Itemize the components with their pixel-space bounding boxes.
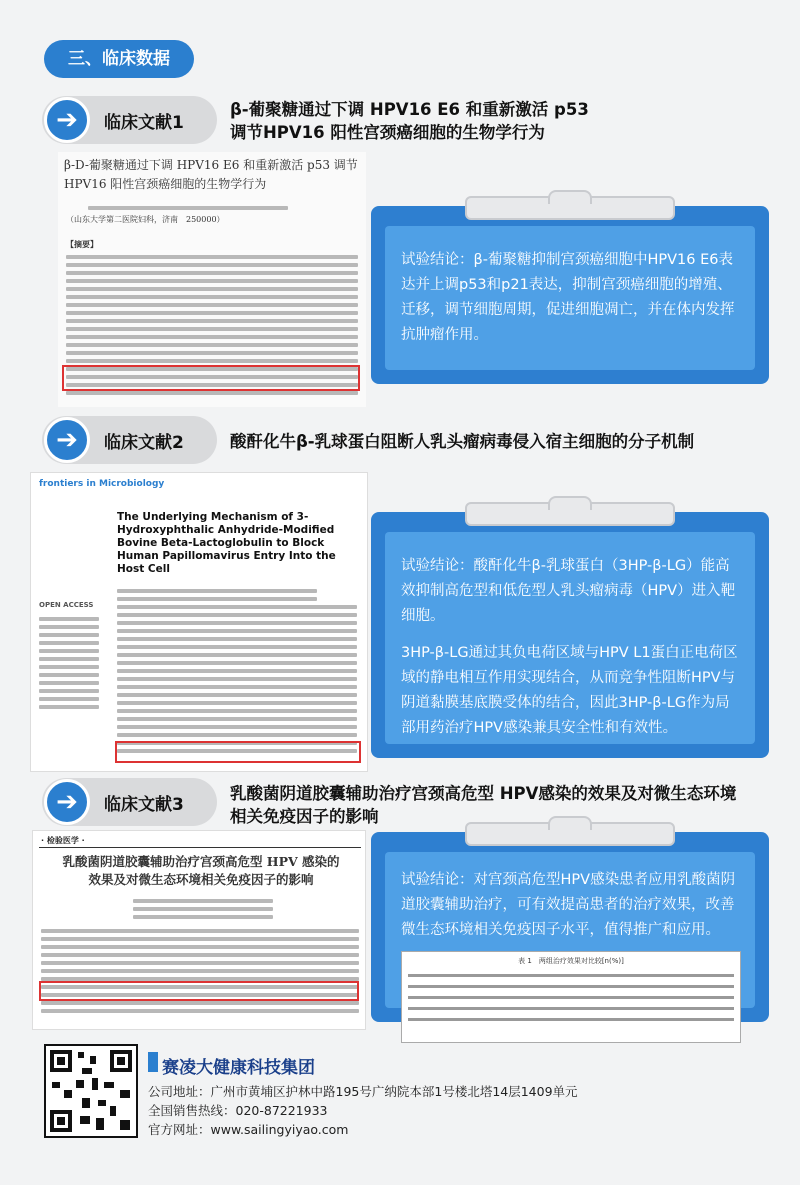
literature-label: 临床文献2 xyxy=(104,432,184,453)
paper-section-label: · 检验医学 · xyxy=(41,836,85,845)
paper-abstract xyxy=(117,601,357,757)
paper-title: β-D-葡聚糖通过下调 HPV16 E6 和重新激活 p53 调节 xyxy=(64,158,358,172)
arrow-right-icon: ➔ xyxy=(44,779,90,825)
company-address: 公司地址：广州市黄埔区护林中路195号广纳院本部1号楼北塔14层1409单元 xyxy=(148,1084,578,1099)
title-line: 效果及对微生态环境相关免疫因子的影响 xyxy=(88,872,314,887)
paper-preview-1 xyxy=(58,152,366,407)
title-line: β-葡聚糖通过下调 HPV16 E6 和重新激活 p53 xyxy=(230,100,589,119)
section-title: 三、临床数据 xyxy=(44,40,194,78)
conclusion-text: 试验结论：酸酐化牛β-乳球蛋白（3HP-β-LG）能高效抑制高危型和低危型人乳头瘤病毒（HPV）进入靶细胞。 xyxy=(401,558,736,624)
title-line: 乳酸菌阴道胶囊辅助治疗宫颈高危型 HPV感染的效果及对微生态环境 xyxy=(230,784,737,803)
conclusion-sheet xyxy=(385,852,755,1008)
website-link[interactable]: 官方网址：www.sailingyiyao.com xyxy=(148,1122,349,1137)
paper-abstract xyxy=(41,925,359,1017)
literature-label: 临床文献1 xyxy=(104,112,184,133)
arrow-right-icon: ➔ xyxy=(44,417,90,463)
clipboard-clip-icon xyxy=(465,196,675,220)
conclusion-text: 试验结论：β-葡聚糖抑制宫颈癌细胞中HPV16 E6表达并上调p53和p21表达，抑制宫颈癌细胞的增殖、迁移，调节细胞周期，促进细胞凋亡，并在体内发挥抗肿瘤作用。 xyxy=(401,252,735,343)
author-line xyxy=(88,202,288,214)
conclusion-sheet xyxy=(385,532,755,744)
title-line: 调节HPV16 阳性宫颈癌细胞的生物学行为 xyxy=(230,123,545,142)
sales-hotline: 全国销售热线：020-87221933 xyxy=(148,1103,328,1118)
conclusion-clipboard-1 xyxy=(371,206,769,384)
conclusion-sheet xyxy=(385,226,755,370)
title-line: 乳酸菌阴道胶囊辅助治疗宫颈高危型 HPV 感染的 xyxy=(62,854,340,869)
paper-preview-3 xyxy=(32,830,366,1030)
company-name: 赛凌大健康科技集团 xyxy=(162,1058,315,1078)
paper-affiliation: （山东大学第二医院妇科，济南 250000） xyxy=(66,215,225,224)
sidebar-meta xyxy=(39,613,99,713)
clipboard-clip-icon xyxy=(465,502,675,526)
qr-code-icon xyxy=(46,1046,136,1136)
literature-title-2 xyxy=(230,430,770,453)
literature-label: 临床文献3 xyxy=(104,794,184,815)
literature-badge-3 xyxy=(42,778,217,826)
paper-title: HPV16 阳性宫颈癌细胞的生物学行为 xyxy=(64,177,267,191)
arrow-right-icon: ➔ xyxy=(44,97,90,143)
literature-badge-2 xyxy=(42,416,217,464)
highlight-box xyxy=(62,365,360,391)
clipboard-clip-icon xyxy=(465,822,675,846)
conclusion-text: 试验结论：对宫颈高危型HPV感染患者应用乳酸菌阴道胶囊辅助治疗，可有效提高患者的治疗效果，改善微生态环境相关免疫因子水平，值得推广和应用。 xyxy=(401,872,736,938)
abstract-label: 【摘要】 xyxy=(66,239,98,249)
company-logo-icon xyxy=(148,1052,158,1072)
paper-preview-2 xyxy=(30,472,368,772)
literature-badge-1 xyxy=(42,96,217,144)
journal-logo: frontiers in Microbiology xyxy=(39,479,165,489)
literature-title-1 xyxy=(230,98,770,144)
conclusion-clipboard-2 xyxy=(371,512,769,758)
table-caption: 表 1 两组治疗效果对比较[n(%)] xyxy=(518,957,624,965)
highlight-box xyxy=(39,981,359,1001)
qr-code[interactable] xyxy=(44,1044,138,1138)
open-access-label: OPEN ACCESS xyxy=(39,601,94,609)
title-line: 酸酐化牛β-乳球蛋白阻断人乳头瘤病毒侵入宿主细胞的分子机制 xyxy=(230,432,695,451)
author-line xyxy=(133,895,273,923)
conclusion-clipboard-3 xyxy=(371,832,769,1022)
conclusion-text: 3HP-β-LG通过其负电荷区域与HPV L1蛋白正电荷区域的静电相互作用实现结合，从而竞争性阻断HPV与阴道黏膜基底膜受体的结合，因此3HP-β-LG作为局部用药治疗HPV感染兼具安全性和有效性。 xyxy=(401,645,738,736)
paper-title: The Underlying Mechanism of 3-Hydroxyphthalic Anhydride-Modified Bovine Beta-Lactoglobulin to Block Human Papillomavirus Entry Into the Host Cell xyxy=(117,511,336,575)
paper-title xyxy=(41,853,361,889)
divider xyxy=(39,847,361,848)
title-line: 相关免疫因子的影响 xyxy=(230,807,379,826)
highlight-box xyxy=(115,741,361,763)
result-table xyxy=(401,951,741,1043)
